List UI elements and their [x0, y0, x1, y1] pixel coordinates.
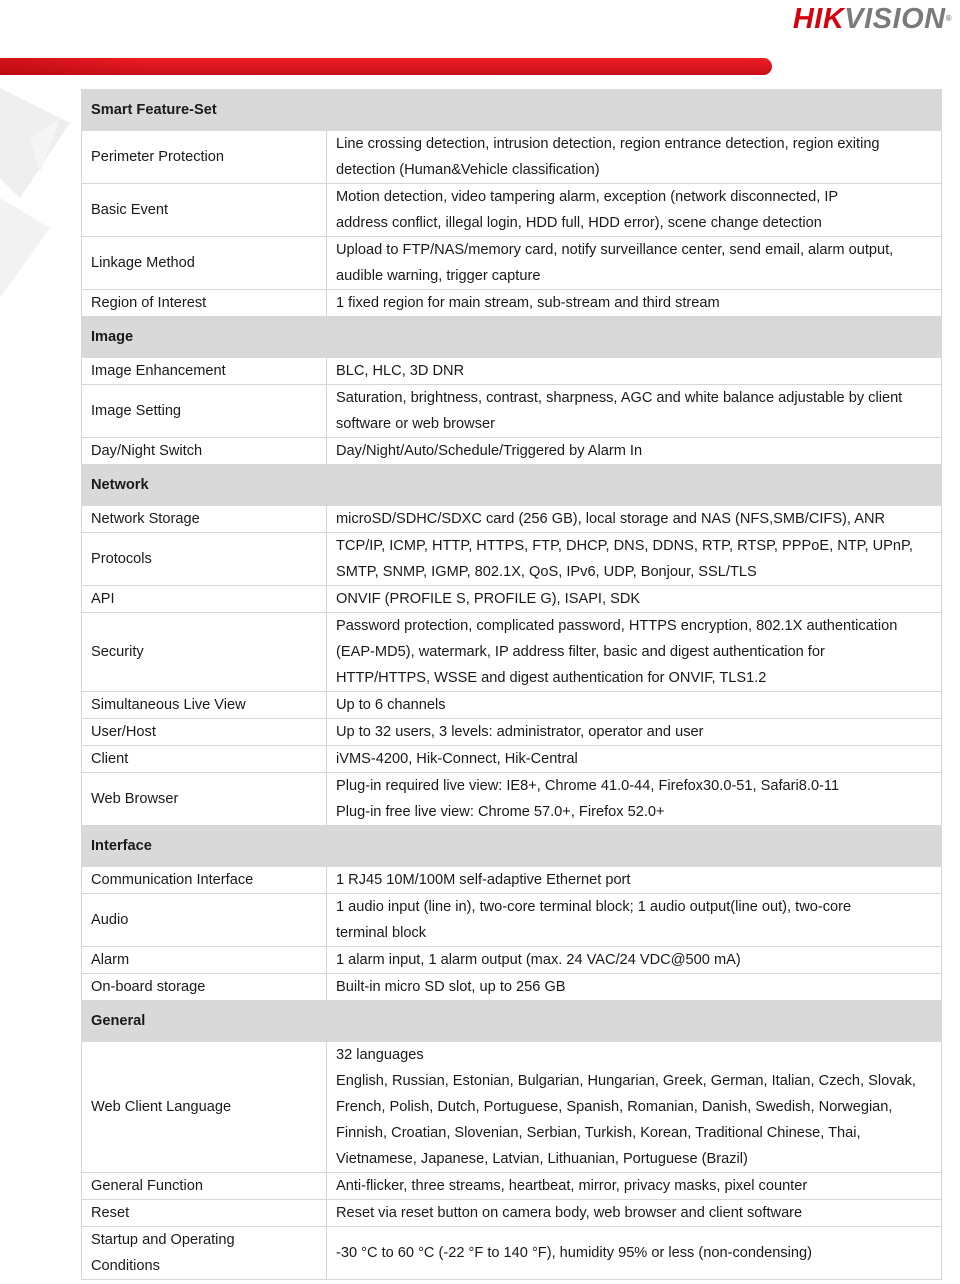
spec-value-line: address conflict, illegal login, HDD full, HDD error), scene change detection	[336, 215, 822, 231]
spec-value	[327, 947, 942, 974]
spec-value	[327, 746, 942, 773]
spec-value	[327, 894, 942, 947]
section-header-blank	[327, 465, 942, 506]
spec-row	[82, 385, 942, 438]
spec-label: On-board storage	[82, 974, 327, 1001]
specification-table	[81, 89, 942, 1280]
spec-label: Image Setting	[82, 385, 327, 438]
section-header-row	[82, 317, 942, 358]
spec-value	[327, 506, 942, 533]
spec-value-line: Vietnamese, Japanese, Latvian, Lithuanian, Portuguese (Brazil)	[336, 1151, 748, 1167]
spec-value-line: Anti-flicker, three streams, heartbeat, mirror, privacy masks, pixel counter	[336, 1178, 808, 1194]
spec-value	[327, 692, 942, 719]
header-red-bar	[0, 58, 772, 75]
spec-row	[82, 746, 942, 773]
spec-row	[82, 719, 942, 746]
spec-value-line: English, Russian, Estonian, Bulgarian, Hungarian, Greek, German, Italian, Czech, Slovak,	[336, 1073, 916, 1089]
spec-value-line: 32 languages	[336, 1047, 424, 1063]
section-header-blank	[327, 317, 942, 358]
spec-value	[327, 974, 942, 1001]
spec-row	[82, 586, 942, 613]
spec-value-line: French, Polish, Dutch, Portuguese, Spanish, Romanian, Danish, Swedish, Norwegian,	[336, 1099, 893, 1115]
spec-value-line: microSD/SDHC/SDXC card (256 GB), local storage and NAS (NFS,SMB/CIFS), ANR	[336, 511, 886, 527]
spec-row	[82, 894, 942, 947]
spec-value-line: HTTP/HTTPS, WSSE and digest authentication for ONVIF, TLS1.2	[336, 670, 767, 686]
spec-value-line: Upload to FTP/NAS/memory card, notify surveillance center, send email, alarm output,	[336, 242, 894, 258]
spec-row	[82, 613, 942, 692]
section-header-row	[82, 90, 942, 131]
spec-label: Simultaneous Live View	[82, 692, 327, 719]
spec-label: Region of Interest	[82, 290, 327, 317]
spec-value-line: audible warning, trigger capture	[336, 268, 541, 284]
spec-value	[327, 385, 942, 438]
spec-value-line: Reset via reset button on camera body, web browser and client software	[336, 1205, 803, 1221]
section-header-row	[82, 465, 942, 506]
spec-value-line: 1 alarm input, 1 alarm output (max. 24 VAC/24 VDC@500 mA)	[336, 952, 741, 968]
section-header-blank	[327, 826, 942, 867]
spec-value	[327, 237, 942, 290]
spec-value-line: terminal block	[336, 925, 427, 941]
spec-value-line: Built-in micro SD slot, up to 256 GB	[336, 979, 566, 995]
spec-value	[327, 131, 942, 184]
spec-label: Client	[82, 746, 327, 773]
spec-value-line: TCP/IP, ICMP, HTTP, HTTPS, FTP, DHCP, DNS, DDNS, RTP, RTSP, PPPoE, NTP, UPnP,	[336, 538, 913, 554]
spec-label: User/Host	[82, 719, 327, 746]
spec-label: Alarm	[82, 947, 327, 974]
hikvision-logo	[793, 4, 952, 34]
spec-value	[327, 613, 942, 692]
spec-row	[82, 1227, 942, 1280]
spec-row	[82, 947, 942, 974]
spec-value-line: Up to 6 channels	[336, 697, 446, 713]
spec-label: Audio	[82, 894, 327, 947]
spec-label: Startup and Operating Conditions	[82, 1227, 327, 1280]
spec-value-line: Finnish, Croatian, Slovenian, Serbian, Turkish, Korean, Traditional Chinese, Thai,	[336, 1125, 861, 1141]
spec-value-line: Day/Night/Auto/Schedule/Triggered by Alarm In	[336, 443, 643, 459]
spec-value	[327, 533, 942, 586]
section-header-blank	[327, 1001, 942, 1042]
spec-value-line: BLC, HLC, 3D DNR	[336, 363, 465, 379]
section-header-row	[82, 826, 942, 867]
spec-value	[327, 1042, 942, 1173]
spec-label: Web Client Language	[82, 1042, 327, 1173]
spec-value-line: 1 fixed region for main stream, sub-stream and third stream	[336, 295, 720, 311]
spec-row	[82, 438, 942, 465]
spec-label: Basic Event	[82, 184, 327, 237]
spec-label: Security	[82, 613, 327, 692]
spec-value-line: Line crossing detection, intrusion detection, region entrance detection, region exiting	[336, 136, 880, 152]
spec-row	[82, 1200, 942, 1227]
section-header-blank	[327, 90, 942, 131]
spec-value-line: 1 audio input (line in), two-core terminal block; 1 audio output(line out), two-core	[336, 899, 852, 915]
spec-label: Web Browser	[82, 773, 327, 826]
spec-row	[82, 506, 942, 533]
spec-value	[327, 438, 942, 465]
section-title: Interface	[82, 826, 327, 867]
spec-value-line: 1 RJ45 10M/100M self-adaptive Ethernet port	[336, 872, 631, 888]
spec-value	[327, 1227, 942, 1280]
spec-value-line: software or web browser	[336, 416, 495, 432]
spec-label: Network Storage	[82, 506, 327, 533]
spec-row	[82, 773, 942, 826]
spec-label: Perimeter Protection	[82, 131, 327, 184]
spec-value-line: Motion detection, video tampering alarm, exception (network disconnected, IP	[336, 189, 839, 205]
spec-value	[327, 586, 942, 613]
spec-row	[82, 692, 942, 719]
section-title: General	[82, 1001, 327, 1042]
spec-value-line: detection (Human&Vehicle classification)	[336, 162, 600, 178]
spec-row	[82, 1173, 942, 1200]
spec-label: Day/Night Switch	[82, 438, 327, 465]
spec-label: Reset	[82, 1200, 327, 1227]
spec-value-line: -30 °C to 60 °C (-22 °F to 140 °F), humidity 95% or less (non-condensing)	[336, 1245, 812, 1261]
spec-value-line: (EAP-MD5), watermark, IP address filter, basic and digest authentication for	[336, 644, 825, 660]
spec-row	[82, 533, 942, 586]
spec-row	[82, 867, 942, 894]
decorative-watermark-shape	[0, 78, 80, 298]
logo-text-red: HIK	[792, 3, 845, 35]
spec-row	[82, 237, 942, 290]
spec-value-line: ONVIF (PROFILE S, PROFILE G), ISAPI, SDK	[336, 591, 641, 607]
spec-value-line: SMTP, SNMP, IGMP, 802.1X, QoS, IPv6, UDP, Bonjour, SSL/TLS	[336, 564, 757, 580]
spec-row	[82, 358, 942, 385]
spec-row	[82, 974, 942, 1001]
spec-value	[327, 1173, 942, 1200]
spec-label: Communication Interface	[82, 867, 327, 894]
spec-value-line: Plug-in required live view: IE8+, Chrome 41.0-44, Firefox30.0-51, Safari8.0-11	[336, 778, 840, 794]
spec-value-line: Plug-in free live view: Chrome 57.0+, Firefox 52.0+	[336, 804, 665, 820]
spec-value	[327, 867, 942, 894]
spec-label: General Function	[82, 1173, 327, 1200]
spec-label: Protocols	[82, 533, 327, 586]
spec-value	[327, 358, 942, 385]
spec-row	[82, 184, 942, 237]
section-title: Network	[82, 465, 327, 506]
spec-value	[327, 719, 942, 746]
spec-row	[82, 131, 942, 184]
spec-value-line: Saturation, brightness, contrast, sharpness, AGC and white balance adjustable by client	[336, 390, 903, 406]
logo-text-grey: VISION	[844, 3, 946, 35]
spec-label: API	[82, 586, 327, 613]
section-title: Image	[82, 317, 327, 358]
section-title: Smart Feature-Set	[82, 90, 327, 131]
spec-label: Linkage Method	[82, 237, 327, 290]
spec-value	[327, 773, 942, 826]
spec-value-line: iVMS-4200, Hik-Connect, Hik-Central	[336, 751, 578, 767]
spec-value-line: Password protection, complicated password, HTTPS encryption, 802.1X authentication	[336, 618, 898, 634]
spec-value	[327, 1200, 942, 1227]
section-header-row	[82, 1001, 942, 1042]
trademark-symbol: ®	[945, 14, 952, 23]
spec-value-line: Up to 32 users, 3 levels: administrator, operator and user	[336, 724, 704, 740]
specification-table-body	[82, 90, 942, 1280]
spec-value	[327, 184, 942, 237]
spec-row	[82, 1042, 942, 1173]
spec-value	[327, 290, 942, 317]
spec-row	[82, 290, 942, 317]
spec-label: Image Enhancement	[82, 358, 327, 385]
